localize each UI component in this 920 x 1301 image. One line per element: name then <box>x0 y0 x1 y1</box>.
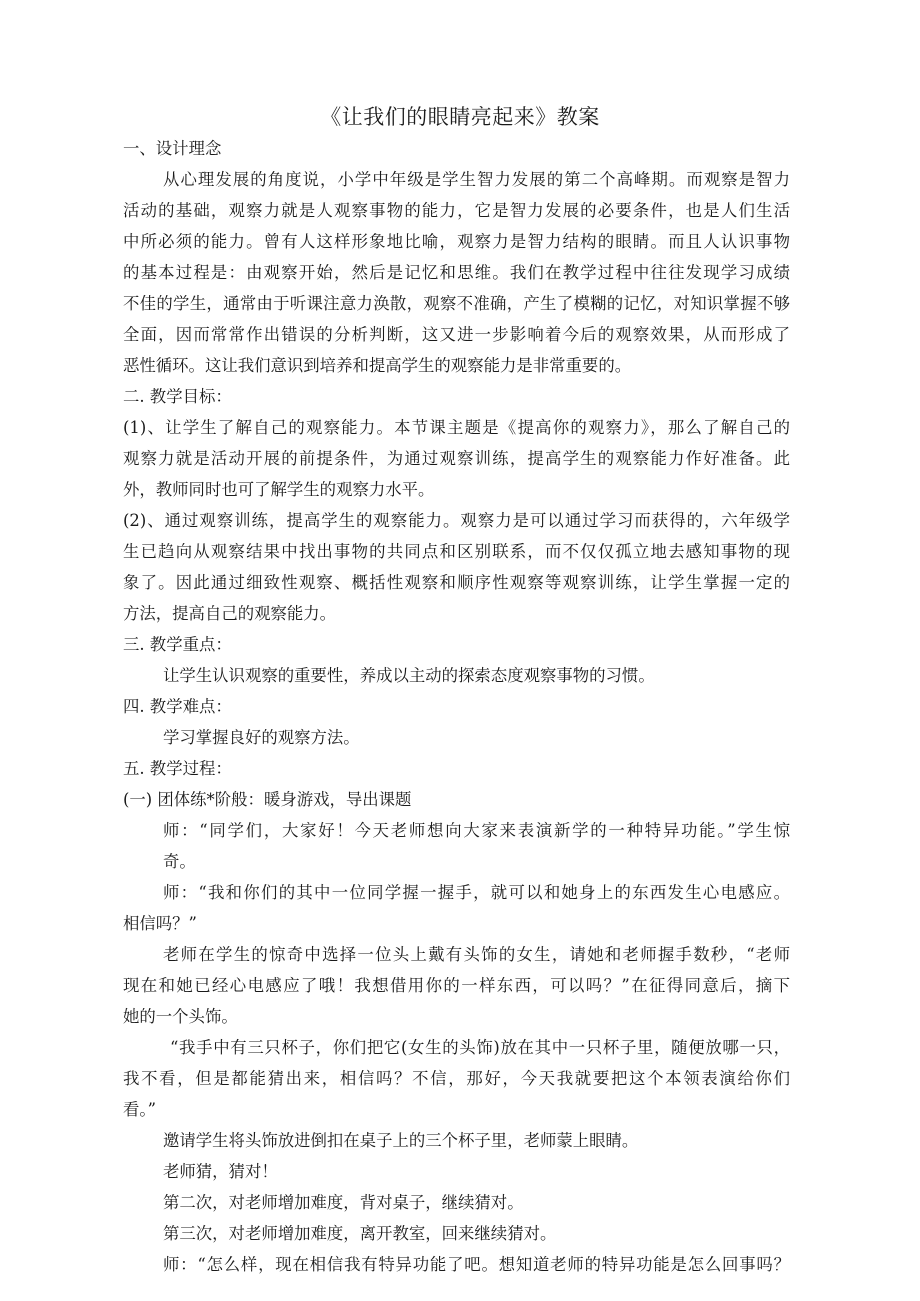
paragraph-line: 看。” <box>123 1100 156 1119</box>
paragraph-line: 的基本过程是：由观察开始，然后是记忆和思维。我们在教学过程中往往发现学习成绩 <box>123 263 790 282</box>
paragraph-line: 让学生认识观察的重要性，养成以主动的探索态度观察事物的习惯。 <box>163 666 655 685</box>
document-title: 《让我们的眼睛亮起来》教案 <box>320 105 600 129</box>
paragraph-line: 奇。 <box>163 852 196 871</box>
paragraph-line: 现在和她已经心电感应了哦！我想借用你的一样东西，可以吗？”在征得同意后，摘下 <box>123 976 790 995</box>
paragraph-line: 老师在学生的惊奇中选择一位头上戴有头饰的女生，请她和老师握手数秒，“老师 <box>163 945 790 964</box>
paragraph-line: 师：“我和你们的其中一位同学握一握手，就可以和她身上的东西发生心电感应。 <box>163 883 790 902</box>
paragraph-line: 方法，提高自己的观察能力。 <box>123 604 337 623</box>
section-heading: 三. 教学重点： <box>123 635 232 654</box>
paragraph-line: 从心理发展的角度说，小学中年级是学生智力发展的第二个高峰期。而观察是智力 <box>163 170 790 189</box>
paragraph-line: 师：“同学们，大家好！今天老师想向大家来表演新学的一种特异功能。”学生惊 <box>163 821 790 840</box>
paragraph-line: (2)、通过观察训练，提高学生的观察能力。观察力是可以通过学习而获得的，六年级学 <box>123 511 790 530</box>
paragraph-line: 我不看，但是都能猜出来，相信吗？不信，那好，今天我就要把这个本领表演给你们 <box>123 1069 790 1088</box>
paragraph-line: 她的一个头饰。 <box>123 1007 238 1026</box>
paragraph-line: 第二次，对老师增加难度，背对桌子，继续猜对。 <box>163 1193 524 1212</box>
paragraph-line: 相信吗？” <box>123 914 197 933</box>
paragraph-line: 观察力就是活动开展的前提条件，为通过观察训练，提高学生的观察能力作好准备。此 <box>123 449 790 468</box>
section-heading: 四. 教学难点： <box>123 697 232 716</box>
section-heading: 二. 教学目标： <box>123 387 232 406</box>
paragraph-line: 生已趋向从观察结果中找出事物的共同点和区别联系，而不仅仅孤立地去感知事物的现 <box>123 542 790 561</box>
paragraph-line: 不佳的学生，通常由于听课注意力涣散，观察不准确，产生了模糊的记忆，对知识掌握不够 <box>123 294 790 313</box>
paragraph-line: 老师猜，猜对！ <box>163 1162 278 1181</box>
paragraph-line: 象了。因此通过细致性观察、概括性观察和顺序性观察等观察训练，让学生掌握一定的 <box>123 573 790 592</box>
paragraph-line: 中所必须的能力。曾有人这样形象地比喻，观察力是智力结构的眼睛。而且人认识事物 <box>123 232 790 251</box>
paragraph-line: 邀请学生将头饰放进倒扣在桌子上的三个杯子里，老师蒙上眼睛。 <box>163 1131 639 1150</box>
paragraph-line: 恶性循环。这让我们意识到培养和提高学生的观察能力是非常重要的。 <box>123 356 632 375</box>
paragraph-line: “我手中有三只杯子，你们把它(女生的头饰)放在其中一只杯子里，随便放哪一只， <box>170 1038 790 1057</box>
paragraph-line: 外，教师同时也可了解学生的观察力水平。 <box>123 480 435 499</box>
paragraph-line: 师：“怎么样，现在相信我有特异功能了吧。想知道老师的特异功能是怎么回事吗？ <box>163 1255 790 1274</box>
paragraph-line: 第三次，对老师增加难度，离开教室，回来继续猜对。 <box>163 1224 557 1243</box>
paragraph-line: (1)、让学生了解自己的观察能力。本节课主题是《提高你的观察力》，那么了解自己的 <box>123 418 790 437</box>
section-heading: 一、设计理念 <box>123 139 222 158</box>
paragraph-line: 学习掌握良好的观察方法。 <box>163 728 360 747</box>
paragraph-line: 全面，因而常常作出错误的分析判断，这又进一步影响着今后的观察效果，从而形成了 <box>123 325 790 344</box>
paragraph-line: 活动的基础，观察力就是人观察事物的能力，它是智力发展的必要条件，也是人们生活 <box>123 201 790 220</box>
subsection-heading: (一) 团体练*阶般：暖身游戏，导出课题 <box>123 790 412 809</box>
section-heading: 五. 教学过程： <box>123 759 232 778</box>
